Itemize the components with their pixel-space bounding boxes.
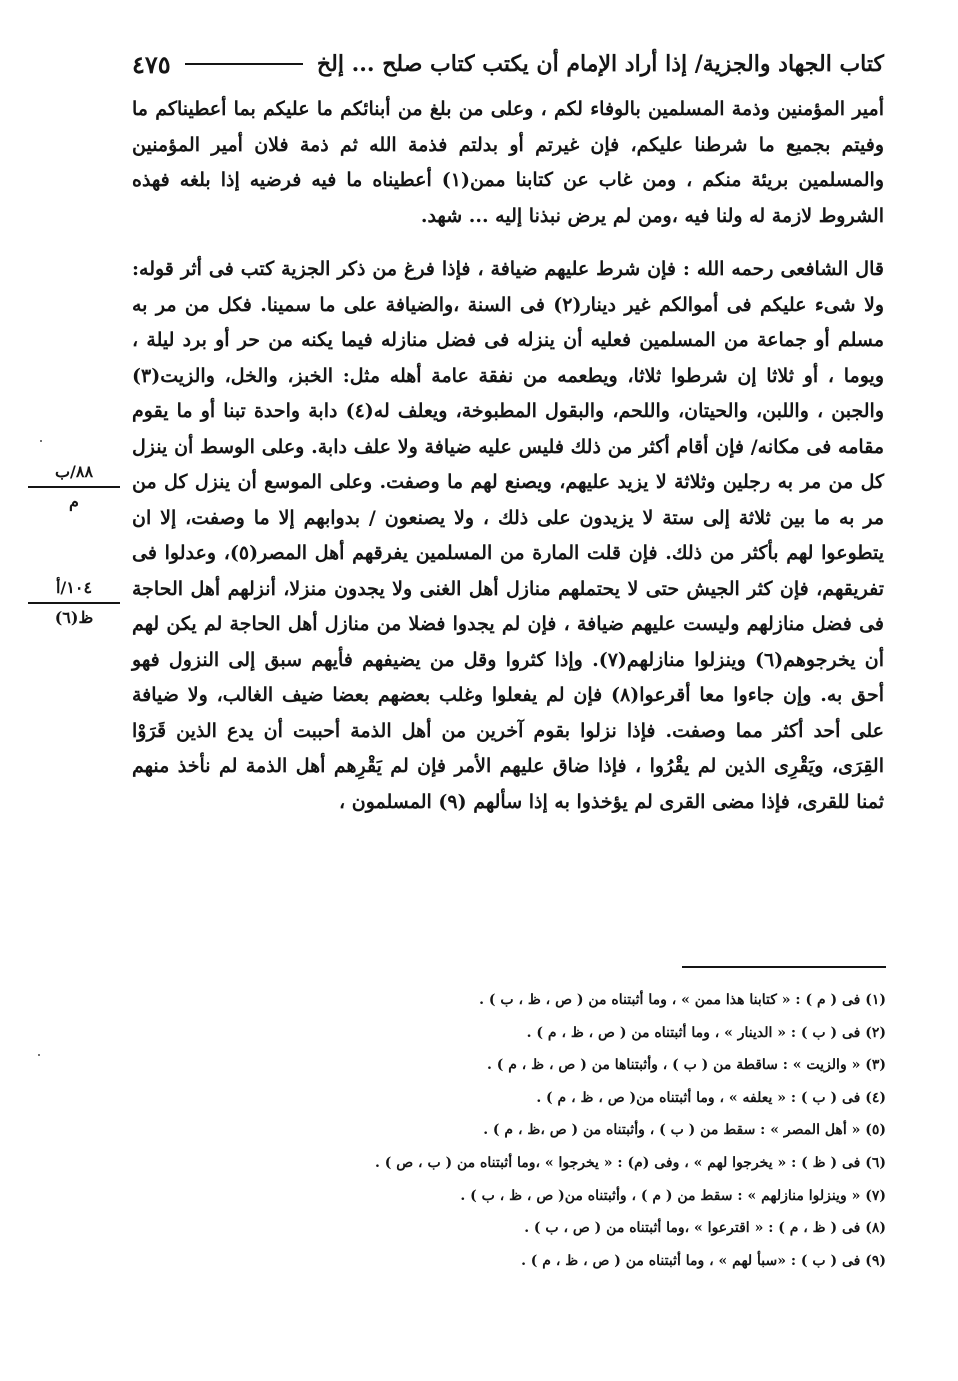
footnotes-list: [180, 984, 886, 1277]
margin-folio-note: [28, 460, 120, 514]
paragraph: أمير المؤمنين وذمة المسلمين بالوفاء لكم ، وعلى من بلغ من أبنائكم ما عليكم بما أعطيناكم ما وفيتم بجميع ما شرطنا عليكم، فإن غيرتم أو بدلتم فذمة الله ثم ذمة فلان أمير المؤمنين والمسلمين بريئة منكم ، ومن غاب عن كتابنا ممن(١) أعطيناه ما فيه فرضيه إذا بلغه فهذه الشروط لازمة له ولنا فيه ،ومن لم يرض نبذنا إليه ... شهد.: [132, 98, 885, 227]
footnote: (٨) فى ( ظ ، م ) : « اقترعوا » ،وما أثبتناه من ( ص ، ب ) .: [524, 1220, 886, 1237]
margin-manuscript-siglum: ظ(٦): [54, 608, 94, 627]
scan-speck: [38, 1054, 40, 1056]
footnote: (١) فى ( م ) : « كتابنا هذا ممن » ، وما أثبتناه من ( ص ، ظ ، ب ) .: [479, 992, 886, 1008]
margin-manuscript-siglum: م: [69, 492, 79, 511]
footnote: (٥) « أهل المصر » : سقط من ( ب ) ، وأثبتناه من ( ص ،ظ ، م ) .: [483, 1122, 886, 1139]
running-head: [132, 44, 884, 84]
footnote: (٦) فى ( ظ ) : « يخرجوا لهم » ، وفى (م) : « يخرجوا » ،وما أثبتناه من ( ب ، ص ) .: [375, 1154, 886, 1171]
footnote: (٩) فى ( ب ) : «سبأ لهم » ، وما أثبتناه من ( ص ، ظ ، م ) .: [521, 1252, 886, 1269]
footnote: (٤) فى ( ب ) : « يعلفه » ، وما أثبتناه من( ص ، ظ ، م ) .: [536, 1089, 886, 1106]
margin-folio-ref: ١٠٤/أ: [28, 576, 120, 604]
paragraph: قال الشافعى رحمه الله : فإن شرط عليهم ضيافة ، فإذا فرغ من ذكر الجزية كتب فى أثر قوله: ولا شىء عليكم فى أموالكم غير دينار(٢) فى السنة ،والضيافة على ما سمينا. فكل من مر به مسلم أو جماعة من المسلمين فعليه أن ينزله فى فضل منازله فيما يكنه من حر أو برد ليلة ، ويوما ، أو ثلاثا إن شرطوا ثلاثا، ويطعمه من نفقة عامة أهله مثل: الخبز، والخل، والزيت(٣) والجبن ، واللبن، والحيتان، واللحم، والبقول المطبوخة، ويعلف له(٤) دابة واحدة تبنا أو ما يقوم مقامه فى مكانه/ فإن أقام أكثر من ذلك فليس عليه ضيافة ولا علف دابة. وعلى الوسط أن ينزل كل من مر به رجلين وثلاثة لا يزيد عليهم، ويصنع لهم ما وصفت. وعلى الموسع أن ينزل كل من مر به ما بين ثلاثة إلى ستة لا يزيدون على ذلك ، ولا يصنعون / بدوابهم إلا ما وصفت، إلا ان يتطوعوا لهم بأكثر من ذلك. فإن قلت المارة من المسلمين يفرقهم أهل المصر(٥)، وعدلوا فى تفريقهم، فإن كثر الجيش حتى لا يحتملهم منازل أهل الغنى ولا يجدون منزلا، أنزلهم أهل الحاجة فى فضل منازلهم وليست عليهم ضيافة ، فإن لم يجدوا فضلا من منازل أهل الحاجة لم يكن لهم أن يخرجوهم(٦) وينزلوا منازلهم(٧). وإذا كثروا وقل من يضيفهم فأيهم سبق إلى النزول فهو أحق به. وإن جاءوا معا أقرعوا(٨) فإن لم يفعلوا وغلب بعضهم بعضا ضيف الغالب، ولا ضيافة على أحد أكثر مما وصفت. فإذا نزلوا بقوم آخرين من أهل الذمة أحببت أن يدع الذين قَرَوْا القِرَى، ويَقْرِى الذين لم يقْرُوا ، فإذا ضاق عليهم الأمر فإن لم يَقْرِهم أهل الذمة لم نأخذ منهم ثمنا للقرى، فإذا مضى القرى لم يؤخذوا به إذا سألهم (٩) المسلمون ،: [132, 258, 885, 813]
footnote: (٣) « والزيت » : ساقطة من ( ب ) ، وأثبتناها من ( ص ، ظ ، م ) .: [487, 1057, 886, 1074]
margin-folio-ref: ٨٨/ب: [28, 460, 120, 488]
footnote-separator: [682, 966, 886, 968]
running-head-title: كتاب الجهاد والجزية/ إذا أراد الإمام أن يكتب كتاب صلح ... إلخ: [316, 51, 884, 77]
main-text: [132, 92, 884, 820]
page-number: ٤٧٥: [132, 49, 171, 79]
footnote: (٧) « وينزلوا منازلهم » : سقط من ( م ) ، وأثبتناه من( ص ، ظ ، ب ) .: [460, 1187, 886, 1204]
margin-folio-note: [28, 576, 120, 630]
running-head-rule: [185, 63, 303, 65]
footnote: (٢) فى ( ب ) : « الدينار » ، وما أثبتناه من ( ص ، ظ ، م ) .: [526, 1024, 886, 1041]
scan-speck: [40, 440, 42, 442]
